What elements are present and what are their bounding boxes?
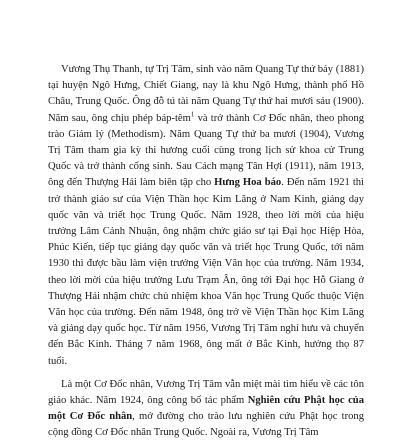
newspaper-title: Hưng Hoa báo xyxy=(214,177,282,189)
text-run: Là một Cơ Đốc nhân, Vương Trị Tâm vẫn miệt mài tìm hiểu về các tôn giáo khác. Năm 1924, ông công bố tác phẩm xyxy=(48,378,364,407)
text-run: , mở đường cho trào lưu nghiên cứu Phật học trong cộng đồng Cơ Đốc nhân Trung Quốc. Ngoài ra, Vương Trị Tâm xyxy=(48,411,364,439)
paragraph-biography xyxy=(48,62,364,370)
document-page xyxy=(48,62,364,442)
text-run: . Đến năm 1921 thì trở thành giáo sư của Viện Thần học Kim Lăng ở Nam Kinh, giảng dạy quốc văn và triết học Trung Quốc. Năm 1928, theo lời mời của hiệu trưởng Lâm Cảnh Nhuận, ông nhậm chức giáo sư tại Đại học Hiệp Hòa, Phúc Kiến, tiếp tục giảng dạy quốc văn và triết học Trung Quốc, tới năm 1930 thì được bầu làm viện trưởng Viện Văn học của trường. Năm 1934, theo lời mời của hiệu trưởng Lưu Trạm Ân, ông tới Đại học Hỗ Giang ở Thượng Hải nhậm chức chủ nhiệm khoa Văn học Trung Quốc thuộc Viện Văn học của trường. Đến năm 1948, ông trở về Viện Thần học Kim Lăng và giảng dạy quốc học. Từ năm 1956, Vương Trị Tâm nghỉ hưu và chuyển đến Bắc Kinh. Tháng 7 năm 1968, ông mất ở Bắc Kinh, hưởng thọ 87 tuổi. xyxy=(48,177,364,367)
footnote-marker: 1 xyxy=(190,110,195,119)
book-title: Nghiên cứu Phật học của một Cơ Đốc nhân xyxy=(48,395,364,423)
text-run: và trở thành Cơ Đốc nhân, theo phong trào Giám lý (Methodism). Năm Quang Tự thứ ba mươi (1904), Vương Trị Tâm tham gia kỳ thi hương cuối cùng trong lịch sử khoa cử Trung Quốc và trở thành cống sinh. Sau Cách mạng Tân Hợi (1911), năm 1913, ông đến Thượng Hải làm biên tập cho xyxy=(48,112,364,189)
paragraph-buddhism-study xyxy=(48,377,364,442)
text-run: Vương Thụ Thanh, tự Trị Tâm, sinh vào năm Quang Tự thứ bảy (1881) tại huyện Ngô Hưng, Chiết Giang, nay là khu Ngô Hưng, thành phố Hồ Châu, Trung Quốc. Ông đỗ tú tài năm Quang Tự thứ hai mươi sáu (1900). Năm sau, ông chịu phép báp-têm xyxy=(48,64,364,124)
